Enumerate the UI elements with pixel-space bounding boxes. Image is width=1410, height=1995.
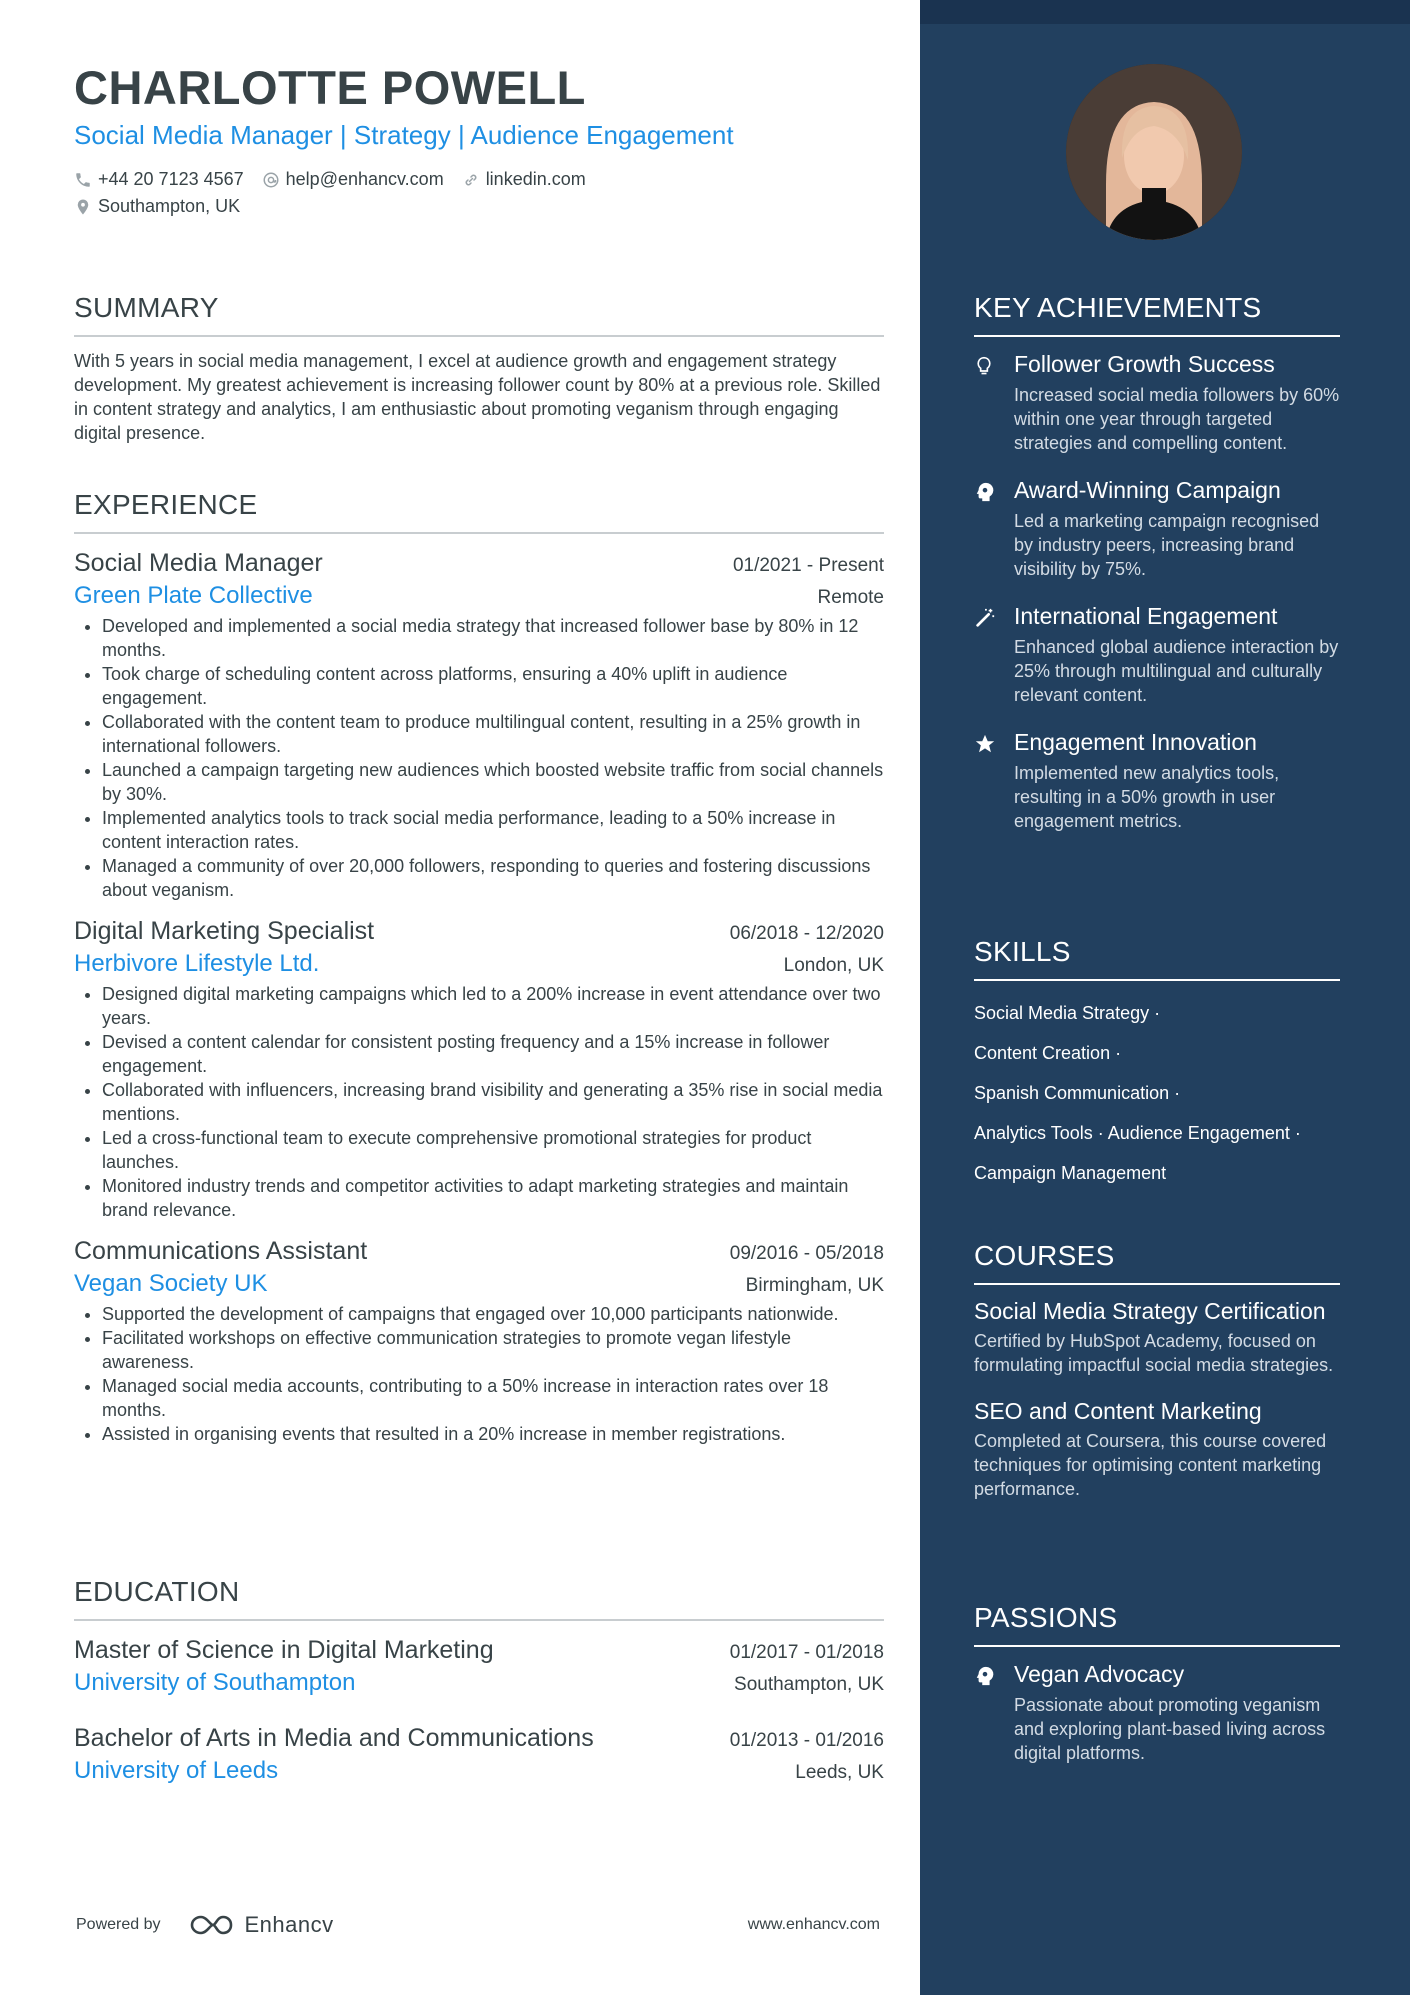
passion-desc: Passionate about promoting veganism and exploring plant-based living across digital platforms. xyxy=(1014,1695,1326,1763)
lightbulb-icon xyxy=(974,355,994,377)
website-link[interactable]: www.enhancv.com xyxy=(747,1916,880,1933)
skill-item: Analytics Tools · Audience Engagement · xyxy=(974,1123,1301,1143)
bullet-item: • Took charge of scheduling content across platforms, ensuring a 40% uplift in audience engagement. xyxy=(102,662,884,710)
skill-item: Content Creation · xyxy=(974,1043,1122,1063)
section-title: SUMMARY xyxy=(74,292,219,323)
bullet-item: • Managed social media accounts, contributing to a 50% increase in interaction rates over 18 months. xyxy=(102,1374,884,1422)
job-title: Social Media Manager xyxy=(74,549,323,577)
skills-list xyxy=(974,993,1340,1193)
bullet-item: • Facilitated workshops on effective communication strategies to promote vegan lifestyle awareness. xyxy=(102,1326,884,1374)
course-desc: Completed at Coursera, this course covered techniques for optimising content marketing performance. xyxy=(974,1431,1327,1499)
summary-text: With 5 years in social media management, I excel at audience growth and engagement strategy development. My greatest achievement is increasing follower count by 80% at a previous role. Skilled in content strategy and analytics, I am enthusiastic about promoting veganism through engaging digital presence. xyxy=(74,351,881,443)
education-entry xyxy=(74,1721,884,1787)
job-location: London, UK xyxy=(783,955,884,976)
degree-title: Master of Science in Digital Marketing xyxy=(74,1636,494,1664)
school-name[interactable]: University of Southampton xyxy=(74,1669,356,1696)
job-entry xyxy=(74,546,884,902)
education-entry xyxy=(74,1633,884,1699)
summary-section xyxy=(74,290,884,445)
email-contact[interactable] xyxy=(262,169,444,190)
achievement-desc: Implemented new analytics tools, resulting in a 50% growth in user engagement metrics. xyxy=(1014,763,1280,831)
profile-photo xyxy=(1066,64,1242,240)
education-section xyxy=(74,1574,884,1787)
school-location: Southampton, UK xyxy=(734,1674,884,1695)
course-title: SEO and Content Marketing xyxy=(974,1398,1262,1424)
job-title: Communications Assistant xyxy=(74,1237,368,1265)
skill-item: Spanish Communication · xyxy=(974,1083,1181,1103)
courses-section xyxy=(974,1238,1340,1501)
job-entry xyxy=(74,914,884,1222)
phone-number: +44 20 7123 4567 xyxy=(98,169,244,189)
avatar xyxy=(1066,64,1242,240)
brand-name: Enhancv xyxy=(244,1912,334,1937)
passion-title: Vegan Advocacy xyxy=(1014,1661,1185,1687)
enhancv-logo-icon xyxy=(187,1912,235,1938)
company-name[interactable]: Green Plate Collective xyxy=(74,582,313,609)
job-bullets xyxy=(74,614,884,902)
section-title: EXPERIENCE xyxy=(74,489,258,520)
achievement-desc: Increased social media followers by 60% within one year through targeted strategies and compelling content. xyxy=(1014,385,1340,453)
divider xyxy=(974,1645,1340,1647)
section-title: PASSIONS xyxy=(974,1602,1118,1633)
company-name[interactable]: Vegan Society UK xyxy=(74,1270,268,1297)
job-bullets xyxy=(74,1302,884,1446)
course-item xyxy=(974,1297,1340,1377)
star-icon xyxy=(974,733,996,755)
school-location: Leeds, UK xyxy=(795,1762,884,1783)
powered-by xyxy=(76,1912,334,1938)
candidate-name: CHARLOTTE POWELL xyxy=(74,61,586,114)
sidebar-top-band xyxy=(920,0,1410,24)
education-dates: 01/2017 - 01/2018 xyxy=(729,1642,884,1663)
bullet-item: • Supported the development of campaigns that engaged over 10,000 participants nationwide. xyxy=(102,1302,884,1326)
achievement-desc: Led a marketing campaign recognised by industry peers, increasing brand visibility by 75%. xyxy=(1014,511,1320,579)
skill-item: Social Media Strategy · xyxy=(974,1003,1161,1023)
head-icon xyxy=(974,1665,996,1687)
achievement-item xyxy=(974,349,1340,455)
degree-title: Bachelor of Arts in Media and Communications xyxy=(74,1724,594,1752)
contact-info xyxy=(74,166,884,220)
head-icon xyxy=(974,481,996,503)
bullet-item: • Collaborated with influencers, increasing brand visibility and generating a 35% rise in social media mentions. xyxy=(102,1078,884,1126)
bullet-item: • Led a cross-functional team to execute comprehensive promotional strategies for product launches. xyxy=(102,1126,884,1174)
divider xyxy=(974,1283,1340,1285)
email-address: help@enhancv.com xyxy=(285,169,444,189)
achievement-title: International Engagement xyxy=(1014,603,1278,629)
achievements-section xyxy=(974,290,1340,833)
job-entry xyxy=(74,1234,884,1446)
linkedin-link: linkedin.com xyxy=(485,169,586,189)
achievement-title: Follower Growth Success xyxy=(1014,351,1275,377)
divider xyxy=(74,1619,884,1621)
sidebar xyxy=(920,0,1410,1995)
link-icon xyxy=(462,171,480,189)
bullet-item: • Monitored industry trends and competitor activities to adapt marketing strategies and maintain brand relevance. xyxy=(102,1174,884,1222)
section-title: COURSES xyxy=(974,1240,1115,1271)
passion-item xyxy=(974,1659,1340,1765)
powered-by-label: Powered by xyxy=(76,1916,161,1933)
bullet-item: • Managed a community of over 20,000 followers, responding to queries and fostering discussions about veganism. xyxy=(102,854,884,902)
skills-section xyxy=(974,934,1340,1193)
divider xyxy=(74,335,884,337)
divider xyxy=(974,335,1340,337)
header xyxy=(74,60,884,220)
achievement-item xyxy=(974,475,1340,581)
bullet-item: • Implemented analytics tools to track social media performance, leading to a 50% increase in content interaction rates. xyxy=(102,806,884,854)
achievement-item xyxy=(974,727,1340,833)
course-desc: Certified by HubSpot Academy, focused on formulating impactful social media strategies. xyxy=(974,1331,1334,1375)
at-icon xyxy=(262,171,280,189)
section-title: SKILLS xyxy=(974,936,1071,967)
job-dates: 01/2021 - Present xyxy=(732,555,884,576)
linkedin-contact[interactable] xyxy=(462,169,586,190)
bullet-item: • Assisted in organising events that resulted in a 20% increase in member registrations. xyxy=(102,1422,884,1446)
job-title: Digital Marketing Specialist xyxy=(74,917,375,945)
phone-contact[interactable] xyxy=(74,169,244,190)
bullet-item: • Launched a campaign targeting new audiences which boosted website traffic from social channels by 30%. xyxy=(102,758,884,806)
job-dates: 09/2016 - 05/2018 xyxy=(729,1243,884,1264)
achievement-title: Award-Winning Campaign xyxy=(1014,477,1281,503)
job-bullets xyxy=(74,982,884,1222)
bullet-item: • Designed digital marketing campaigns which led to a 200% increase in event attendance over two years. xyxy=(102,982,884,1030)
job-location: Remote xyxy=(817,587,884,608)
job-location: Birmingham, UK xyxy=(745,1275,884,1296)
bullet-item: • Developed and implemented a social media strategy that increased follower base by 80% in 12 months. xyxy=(102,614,884,662)
bullet-item: • Collaborated with the content team to produce multilingual content, resulting in a 25% growth in international followers. xyxy=(102,710,884,758)
section-title: KEY ACHIEVEMENTS xyxy=(974,292,1262,323)
skill-item: Campaign Management xyxy=(974,1163,1167,1183)
achievement-title: Engagement Innovation xyxy=(1014,729,1257,755)
passions-section xyxy=(974,1600,1340,1765)
course-title: Social Media Strategy Certification xyxy=(974,1298,1326,1324)
experience-section xyxy=(74,487,884,1446)
location-contact xyxy=(74,196,240,217)
footer xyxy=(76,1912,880,1938)
job-dates: 06/2018 - 12/2020 xyxy=(729,923,884,944)
course-item xyxy=(974,1397,1340,1501)
achievement-desc: Enhanced global audience interaction by 25% through multilingual and culturally relevant content. xyxy=(1014,637,1339,705)
achievement-item xyxy=(974,601,1340,707)
school-name[interactable]: University of Leeds xyxy=(74,1757,279,1784)
section-title: EDUCATION xyxy=(74,1576,240,1607)
divider xyxy=(974,979,1340,981)
location-pin-icon xyxy=(74,198,92,216)
company-name[interactable]: Herbivore Lifestyle Ltd. xyxy=(74,950,320,977)
tagline: Social Media Manager | Strategy | Audience Engagement xyxy=(74,120,734,150)
location-text: Southampton, UK xyxy=(98,196,241,216)
education-dates: 01/2013 - 01/2016 xyxy=(729,1730,884,1751)
bullet-item: • Devised a content calendar for consistent posting frequency and a 15% increase in follower engagement. xyxy=(102,1030,884,1078)
divider xyxy=(74,532,884,534)
phone-icon xyxy=(74,171,92,189)
magic-wand-icon xyxy=(974,607,996,629)
